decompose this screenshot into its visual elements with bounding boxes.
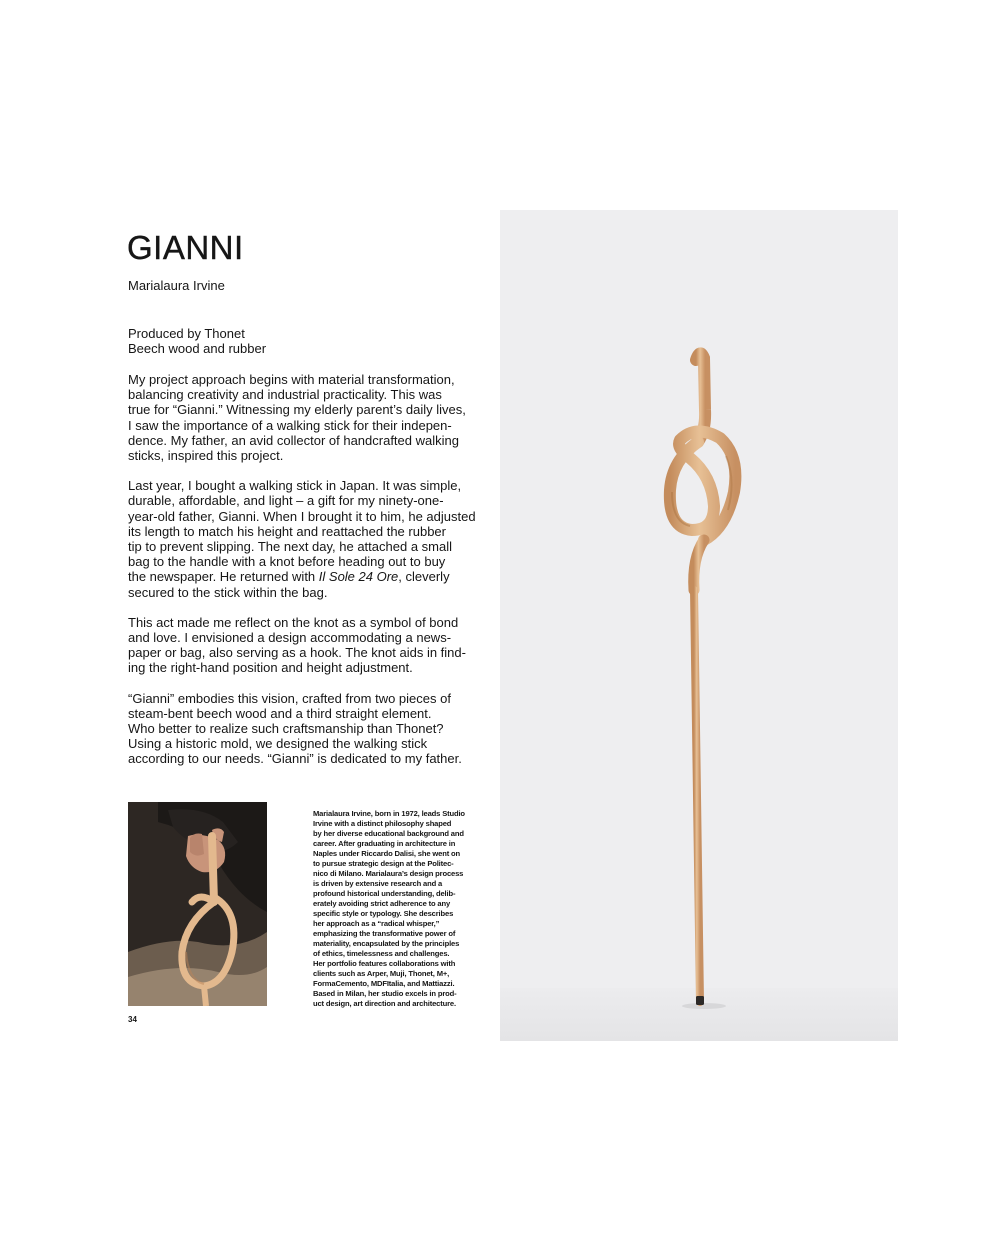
bio-line: to pursue strategic design at the Politec-: [313, 859, 454, 868]
newspaper-title: Il Sole 24 Ore: [318, 569, 399, 585]
text-fragment: , cleverly: [398, 569, 450, 585]
text-line: and love. I envisioned a design accommodating a news-: [128, 630, 452, 646]
bio-line: Her portfolio features collaborations with: [313, 959, 456, 968]
production-info: [128, 326, 266, 356]
designer-bio: [313, 809, 483, 1009]
bio-line: FormaCemento, MDFItalia, and Mattiazzi.: [313, 979, 455, 988]
text-line: ing the right-hand position and height adjustment.: [128, 660, 413, 676]
paragraph-3: [128, 615, 480, 676]
bio-line: specific style or typology. She describes: [313, 909, 454, 918]
author-name: Marialaura Irvine: [128, 278, 225, 293]
page-number: 34: [128, 1015, 137, 1024]
walking-stick-illustration: [500, 210, 898, 1041]
text-line: paper or bag, also serving as a hook. The knot aids in find-: [128, 645, 466, 661]
text-line: according to our needs. “Gianni” is dedicated to my father.: [128, 751, 462, 767]
text-line: “Gianni” embodies this vision, crafted from two pieces of: [128, 690, 451, 706]
article-body: [128, 372, 480, 782]
text-fragment: the newspaper. He returned with: [128, 569, 319, 585]
bio-line: Irvine with a distinct philosophy shaped: [313, 819, 452, 828]
bio-line: nico di Milano. Marialaura’s design process: [313, 869, 464, 878]
text-line: I saw the importance of a walking stick for their indepen-: [128, 417, 452, 433]
bio-line: profound historical understanding, delib-: [313, 889, 456, 898]
bio-line: career. After graduating in architecture in: [313, 839, 456, 848]
bio-line: of ethics, timelessness and challenges.: [313, 949, 450, 958]
text-line: tip to prevent slipping. The next day, he attached a small: [128, 539, 452, 555]
bio-line: uct design, art direction and architecture.: [313, 999, 456, 1008]
page-title: GIANNI: [127, 229, 244, 266]
text-line: balancing creativity and industrial practicality. This was: [128, 387, 442, 403]
text-line: durable, affordable, and light – a gift for my ninety-one-: [128, 493, 444, 509]
bio-line: her approach as a “radical whisper,”: [313, 919, 440, 928]
walking-stick-photo: [500, 210, 898, 1041]
paragraph-2: [128, 478, 480, 600]
text-line: My project approach begins with material transformation,: [128, 372, 455, 387]
producer-line: Produced by Thonet: [128, 326, 245, 341]
text-line: sticks, inspired this project.: [128, 448, 284, 464]
text-line: Who better to realize such craftsmanship than Thonet?: [128, 721, 444, 737]
material-line: Beech wood and rubber: [128, 341, 267, 357]
bio-line: by her diverse educational background and: [313, 829, 464, 838]
hand-holding-stick-illustration: [128, 802, 267, 1006]
text-line: bag to the handle with a knot before heading out to buy: [128, 554, 446, 570]
bio-line: Naples under Riccardo Dalisi, she went on: [313, 849, 461, 858]
paragraph-4: [128, 691, 480, 767]
text-line: Using a historic mold, we designed the walking stick: [128, 736, 428, 752]
text-line: steam-bent beech wood and a third straight element.: [128, 705, 432, 721]
text-line-with-newspaper: [128, 569, 480, 584]
text-line: Last year, I bought a walking stick in Japan. It was simple,: [128, 478, 462, 494]
text-line: dence. My father, an avid collector of handcrafted walking: [128, 432, 459, 448]
text-line: its length to match his height and reattached the rubber: [128, 523, 446, 539]
text-line: year-old father, Gianni. When I brought it to him, he adjusted: [128, 508, 476, 524]
text-line: secured to the stick within the bag.: [128, 584, 328, 600]
hand-holding-stick-photo: [128, 802, 267, 1006]
bio-line: materiality, encapsulated by the principles: [313, 939, 460, 948]
bio-line: clients such as Arper, Muji, Thonet, M+,: [313, 969, 450, 978]
text-line: true for “Gianni.” Witnessing my elderly parent’s daily lives,: [128, 402, 466, 418]
bio-line: Based in Milan, her studio excels in prod-: [313, 989, 457, 998]
text-line: This act made me reflect on the knot as a symbol of bond: [128, 614, 459, 630]
bio-line: Marialaura Irvine, born in 1972, leads Studio: [313, 809, 465, 818]
bio-line: erately avoiding strict adherence to any: [313, 899, 451, 908]
bio-line: emphasizing the transformative power of: [313, 929, 456, 938]
bio-line: is driven by extensive research and a: [313, 879, 443, 888]
paragraph-1: [128, 372, 480, 463]
